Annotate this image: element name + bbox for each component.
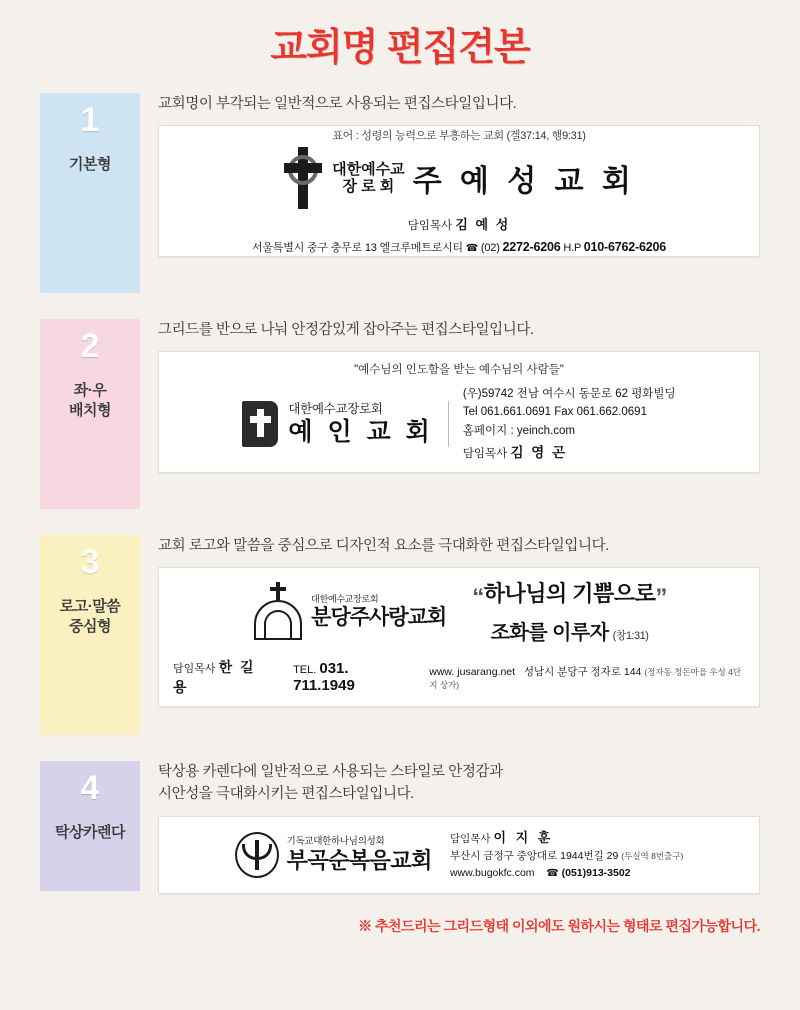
card1-hp-label: H.P [563,242,581,255]
card2-body [242,385,675,464]
card4-pastor-label: 담임목사 [449,832,491,845]
card2-homepage: 홈페이지 : yeinch.com [462,424,575,437]
card4-address-small: (두실역 8번출구) [621,851,684,862]
church-dome-logo-icon [251,582,305,640]
phone-icon: ☎ [546,868,559,880]
card1-address: 서울특별시 중구 충무로 13 엘크루메트로시티 [252,242,463,255]
card4-inner [235,828,684,883]
card3-footer [173,657,745,697]
quote-close-icon: ” [655,584,667,612]
card3-address-small: (정자동 청돈마을 우성 4단지 상가) [429,666,742,690]
card2-names [288,403,433,446]
card1-pastor-label: 담임목사 [407,220,453,233]
card4-names [287,837,432,873]
card3-verse-line2-wrap [472,616,667,645]
card2-denomination: 대한예수교장로회 [288,401,383,416]
card4-pastor-name: 이 지 훈 [493,829,554,845]
card1-slogan: 표어 : 성령의 능력으로 부흥하는 교회 (겔37:14, 행9:31) [332,130,586,143]
style-description-2: 그리드를 반으로 나눠 안정감있게 잡아주는 편집스타일입니다. [158,322,534,338]
style-description-1: 교회명이 부각되는 일반적으로 사용되는 편집스타일입니다. [158,96,517,112]
card3-body [251,577,667,645]
phone-icon: ☎ [465,243,479,255]
sample-content-1 [158,93,800,257]
business-card-sample-1 [158,125,760,257]
card3-website: www. jusarang.net [429,665,516,678]
card3-tel-label: TEL. [293,664,317,677]
style-number-1: 1 [80,101,100,139]
card1-address-line [252,239,666,255]
card2-inner [173,361,745,464]
quote-open-icon: “ [472,584,484,612]
card2-tel-line: Tel 061.661.0691 Fax 061.662.0691 [462,406,647,419]
bible-cross-icon [242,401,278,447]
card3-pastor-line [173,657,269,697]
footer-note: ※ 추천드리는 그리드형태 이외에도 원하시는 형태로 편집가능합니다. [358,917,760,934]
card4-address: 부산시 금정구 중앙대로 1944번길 29 [449,850,619,863]
card4-web-line [450,865,683,882]
style-number-2: 2 [80,327,100,365]
style-label-2-line1: 좌·우 [73,381,107,399]
sample-content-2 [158,319,800,473]
card4-left [235,832,432,878]
card2-slogan: "예수님의 인도함을 받는 예수님의 사람들" [354,364,564,377]
style-tag-3 [40,535,140,735]
style-label-3 [40,597,140,638]
card3-pastor-label: 담임목사 [173,663,216,676]
card1-pastor-name: 김 예 성 [455,217,511,233]
card2-pastor-label: 담임목사 [462,448,508,461]
business-card-sample-3 [158,567,760,707]
page-title: 교회명 편집견본 [270,27,530,69]
sample-row-1 [0,93,800,293]
style-label-3-line2: 중심형 [69,617,111,635]
card3-pastor-name: 한 길 용 [173,659,256,696]
sample-content-4 [158,761,800,894]
card1-denom-line1: 대한예수교 [332,161,405,179]
card1-inner [252,127,666,255]
church-emblem-icon [235,832,279,878]
card3-site-line [429,664,745,691]
sample-row-4 [0,761,800,894]
card3-logo-text [311,594,446,628]
card1-hp: 010-6762-6206 [583,240,666,255]
card1-denom-line2: 장 로 회 [342,178,395,196]
card3-tel: 031. 711.1949 [293,660,355,695]
style-tag-4 [40,761,140,891]
card3-logo-top: 대한예수교장로회 [311,594,379,605]
sample-content-3 [158,535,800,707]
card3-verse-line1: 하나님의 기쁨으로 [483,581,656,607]
style-label-1: 기본형 [69,155,111,173]
card3-address: 성남시 분당구 정자로 144 [523,665,642,678]
style-label-3-line1: 로고·말씀 [59,597,121,615]
style-description-4-line1: 탁상용 카렌다에 일반적으로 사용되는 스타일로 안정감과 [158,764,503,780]
card2-pastor-line [463,442,676,464]
sample-row-2 [0,319,800,509]
card4-church-name: 부곡순복음교회 [286,847,432,873]
card4-tel: (051)913-3502 [561,867,631,880]
celtic-cross-icon [282,147,324,209]
card1-tel: 2272-6206 [502,240,561,255]
card3-verse-line2: 조화를 이루자 [490,622,609,645]
style-number-4: 4 [80,769,100,807]
card3-tel-line [293,660,405,694]
card2-address: (우)59742 전남 여수시 동문로 62 평화빌딩 [462,388,676,401]
card4-address-line [450,848,683,865]
card2-church-name: 예 인 교 회 [288,417,434,446]
style-label-2-line2: 배치형 [69,401,111,419]
card3-logo [251,582,446,640]
style-description-4 [158,761,760,806]
card4-right [450,828,683,883]
sample-row-3 [0,535,800,735]
card1-church-name: 주 예 성 교 회 [412,165,636,199]
card3-church-name: 분당주사랑교회 [311,604,447,629]
card4-website: www.bugokfc.com [449,867,535,880]
card1-main [282,147,636,209]
card3-inner [173,577,745,697]
business-card-sample-4 [158,816,760,894]
card2-left [242,401,448,447]
style-label-4: 탁상카렌다 [55,823,125,841]
style-number-3: 3 [80,543,100,581]
card2-pastor-name: 김 영 곤 [510,445,568,461]
card1-tel-label: (02) [480,242,500,255]
card3-verse-line1-wrap [472,577,667,612]
style-label-2 [40,381,140,422]
card3-verse [472,577,667,645]
business-card-sample-2 [158,351,760,473]
style-tag-2 [40,319,140,509]
card4-pastor-line [450,828,683,849]
style-description-3: 교회 로고와 말씀을 중심으로 디자인적 요소를 극대화한 편집스타일입니다. [158,538,609,554]
card2-right [463,385,676,464]
card1-pastor-line [408,214,511,233]
card4-denomination: 기독교대한하나님의성회 [286,835,385,847]
card3-verse-ref: (창1:31) [612,630,649,643]
style-tag-1 [40,93,140,293]
style-description-4-line2: 시안성을 극대화시키는 편집스타일입니다. [158,786,414,803]
card1-denomination [332,161,404,196]
